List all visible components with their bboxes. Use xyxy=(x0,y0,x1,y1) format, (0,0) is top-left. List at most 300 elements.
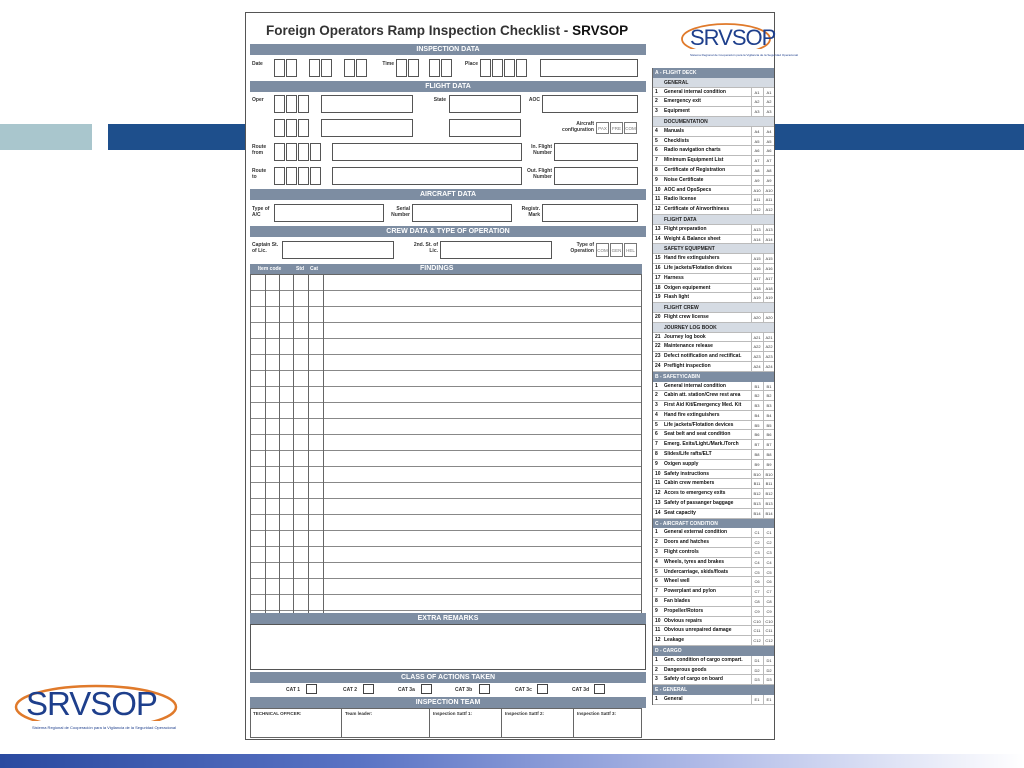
checklist-item-label: Life jackets/Flotation divices xyxy=(664,264,733,271)
checklist-item-number: 16 xyxy=(655,264,661,271)
checklist-item-code-check[interactable]: B2 xyxy=(763,391,774,400)
checklist-item-code-check[interactable]: C10 xyxy=(763,617,774,626)
checklist-item-label: Minimum Equipment List xyxy=(664,157,724,164)
cat1-label: CAT 1 xyxy=(286,687,301,693)
checklist-item-code: D1 xyxy=(751,656,762,665)
checklist-item-code-check[interactable]: A21 xyxy=(763,333,774,342)
route-to-field-2[interactable] xyxy=(286,167,297,185)
checklist-item[interactable] xyxy=(653,137,774,147)
checklist-item[interactable] xyxy=(653,666,774,676)
checklist-item-code-check[interactable]: B11 xyxy=(763,479,774,488)
checklist-item-number: 2 xyxy=(655,98,658,105)
cat3c-label: CAT 3c xyxy=(515,687,532,693)
checklist-item-code-check[interactable]: C1 xyxy=(763,528,774,537)
checklist-item-label: General internal condition xyxy=(664,382,726,389)
checklist-item-code: C8 xyxy=(751,597,762,606)
checklist-item-code-check[interactable]: B9 xyxy=(763,460,774,469)
checklist-item-code-check[interactable]: B7 xyxy=(763,440,774,449)
checklist-item-label: Safety of cargo on board xyxy=(664,676,723,683)
checklist-item-number: 5 xyxy=(655,568,658,575)
cat3d-checkbox[interactable] xyxy=(594,684,605,694)
checklist-item-number: 10 xyxy=(655,186,661,193)
config-com-option[interactable]: COM xyxy=(624,122,637,134)
checklist-item[interactable] xyxy=(653,675,774,685)
cat1-checkbox[interactable] xyxy=(306,684,317,694)
checklist-item-code-check[interactable]: A24 xyxy=(763,362,774,371)
checklist-item-number: 1 xyxy=(655,656,658,663)
checklist-item-number: 15 xyxy=(655,255,661,262)
section-aircraft-data: AIRCRAFT DATA xyxy=(250,189,646,200)
state-field[interactable] xyxy=(449,95,521,113)
checklist-item[interactable] xyxy=(653,254,774,264)
checklist-item-code: A10 xyxy=(751,186,762,195)
checklist-item[interactable] xyxy=(653,391,774,401)
checklist-item-code-check[interactable]: A6 xyxy=(763,146,774,155)
checklist-item[interactable] xyxy=(653,421,774,431)
oper2-field-1[interactable] xyxy=(274,119,285,137)
checklist-item-number: 2 xyxy=(655,666,658,673)
checklist-item[interactable] xyxy=(653,186,774,196)
checklist-item-number: 7 xyxy=(655,157,658,164)
checklist-item-number: 24 xyxy=(655,362,661,369)
team-divider xyxy=(429,709,430,738)
checklist-item-code-check[interactable]: B3 xyxy=(763,401,774,410)
checklist-item-label: Emerg. Exits/Light./Mark./Torch xyxy=(664,441,739,448)
checklist-item[interactable] xyxy=(653,460,774,470)
checklist-item[interactable] xyxy=(653,284,774,294)
serial-number-field[interactable] xyxy=(412,204,512,222)
place-field-name[interactable] xyxy=(540,59,638,77)
checklist-item-code-check[interactable]: A17 xyxy=(763,274,774,283)
checklist-item-label: Cabin crew members xyxy=(664,480,715,487)
checklist-item-code-check[interactable]: C12 xyxy=(763,636,774,645)
checklist-item-code-check[interactable]: A10 xyxy=(763,186,774,195)
checklist-item-label: AOC and OpsSpecs xyxy=(664,186,712,193)
checklist-item[interactable] xyxy=(653,264,774,274)
checklist-item-code: B1 xyxy=(751,382,762,391)
cat3a-checkbox[interactable] xyxy=(421,684,432,694)
cat3b-checkbox[interactable] xyxy=(479,684,490,694)
time-field-2[interactable] xyxy=(408,59,419,77)
date-field-2[interactable] xyxy=(286,59,297,77)
team-staff-2: Inspection Sattf 2: xyxy=(505,711,545,716)
checklist-item-label: Obvious unrepaired damage xyxy=(664,627,732,634)
checklist-item-number: 7 xyxy=(655,441,658,448)
checklist-item-number: 6 xyxy=(655,578,658,585)
route-to-field-3[interactable] xyxy=(298,167,309,185)
captain-field[interactable] xyxy=(282,241,394,259)
in-flight-number-field[interactable] xyxy=(554,143,638,161)
checklist-item-code: A4 xyxy=(751,127,762,136)
route-from-field-1[interactable] xyxy=(274,143,285,161)
checklist-item-code-check[interactable]: A12 xyxy=(763,205,774,214)
time-field-3[interactable] xyxy=(429,59,440,77)
oper-field-3[interactable] xyxy=(298,95,309,113)
checklist-item[interactable] xyxy=(653,333,774,343)
section-inspection-team: INSPECTION TEAM xyxy=(250,697,646,708)
checklist-item-label: Manuals xyxy=(664,127,685,134)
checklist-item-number: 14 xyxy=(655,509,661,516)
checklist-item[interactable] xyxy=(653,225,774,235)
checklist-item-code-check[interactable]: A19 xyxy=(763,293,774,302)
checklist-item[interactable] xyxy=(653,313,774,323)
grid-divider xyxy=(323,274,324,614)
checklist-item[interactable] xyxy=(653,195,774,205)
checklist-item-code: C4 xyxy=(751,558,762,567)
cat3c-checkbox[interactable] xyxy=(537,684,548,694)
form-title-org: SRVSOP xyxy=(572,23,629,38)
checklist-item-code: A19 xyxy=(751,293,762,302)
config-pax-option[interactable]: PAX xyxy=(596,122,609,134)
checklist-item[interactable] xyxy=(653,509,774,519)
checklist-item-number: 17 xyxy=(655,274,661,281)
checklist-item-label: Obvious repairs xyxy=(664,617,703,624)
srvsop-logo xyxy=(10,683,182,739)
checklist-item-code: D3 xyxy=(751,675,762,684)
checklist-item[interactable] xyxy=(653,166,774,176)
team-leader: Team leader: xyxy=(345,711,373,716)
checklist-item-code-check[interactable]: B14 xyxy=(763,509,774,518)
checklist-item-number: 10 xyxy=(655,470,661,477)
checklist-item-code-check[interactable]: B10 xyxy=(763,470,774,479)
checklist-item[interactable] xyxy=(653,293,774,303)
checklist-subsection-header: DOCUMENTATION xyxy=(653,117,774,127)
checklist-item[interactable] xyxy=(653,568,774,578)
checklist-item-code-check[interactable]: B6 xyxy=(763,430,774,439)
checklist-item-label: Certificate of Airworthiness xyxy=(664,206,730,213)
oper2-name-field[interactable] xyxy=(321,119,413,137)
checklist-item-code-check[interactable]: B13 xyxy=(763,499,774,508)
checklist-item-code: B8 xyxy=(751,450,762,459)
checklist-item-code: A12 xyxy=(751,205,762,214)
label-in-flight-number: In. Flight Number xyxy=(531,144,552,156)
checklist-item[interactable] xyxy=(653,352,774,362)
checklist-item-label: Leakage xyxy=(664,637,685,644)
checklist-item-code: B12 xyxy=(751,489,762,498)
checklist-item-number: 1 xyxy=(655,88,658,95)
checklist-item-code-check[interactable]: C2 xyxy=(763,538,774,547)
checklist-item-code: B11 xyxy=(751,479,762,488)
checklist-item[interactable] xyxy=(653,617,774,627)
checklist-item[interactable] xyxy=(653,450,774,460)
checklist-item-code-check[interactable]: C8 xyxy=(763,597,774,606)
checklist-item[interactable] xyxy=(653,489,774,499)
checklist-item-code: A20 xyxy=(751,313,762,322)
checklist-item-number: 8 xyxy=(655,451,658,458)
route-to-field-1[interactable] xyxy=(274,167,285,185)
checklist-section-header: D - CARGO xyxy=(653,646,774,656)
checklist-item-code-check[interactable]: A7 xyxy=(763,156,774,165)
route-to-name-field[interactable] xyxy=(332,167,522,185)
checklist-item[interactable] xyxy=(653,558,774,568)
checklist-item-code: A2 xyxy=(751,97,762,106)
checklist-item-number: 11 xyxy=(655,480,661,487)
checklist-item-code: A1 xyxy=(751,88,762,97)
slide-footer-gradient xyxy=(0,754,1024,768)
route-from-field-3[interactable] xyxy=(298,143,309,161)
checklist-item-code-check[interactable]: B5 xyxy=(763,421,774,430)
checklist-item-code: A14 xyxy=(751,235,762,244)
checklist-item[interactable] xyxy=(653,127,774,137)
checklist-item-label: Cabin att. station/Crew rest area xyxy=(664,392,741,399)
route-from-field-2[interactable] xyxy=(286,143,297,161)
label-time: Time xyxy=(382,61,394,67)
checklist-item-label: Hand fire extinguishers xyxy=(664,411,720,418)
section-crew-data: CREW DATA & TYPE OF OPERATION xyxy=(250,226,646,237)
grid-divider xyxy=(308,274,309,614)
checklist-item-label: Journey log book xyxy=(664,333,706,340)
checklist-item-code-check[interactable]: A23 xyxy=(763,352,774,361)
operation-com-option[interactable]: COM xyxy=(596,243,609,257)
checklist-item-code: B13 xyxy=(751,499,762,508)
cat3a-label: CAT 3a xyxy=(398,687,415,693)
date-field-3[interactable] xyxy=(309,59,320,77)
checklist-item-code-check[interactable]: E1 xyxy=(763,695,774,704)
checklist-item-number: 10 xyxy=(655,617,661,624)
checklist-item[interactable] xyxy=(653,470,774,480)
checklist-item-code: C12 xyxy=(751,636,762,645)
checklist-item-code-check[interactable]: A20 xyxy=(763,313,774,322)
checklist-item-code-check[interactable]: A4 xyxy=(763,127,774,136)
team-divider xyxy=(573,709,574,738)
checklist-item-label: Acces to emergency exits xyxy=(664,490,726,497)
second-field[interactable] xyxy=(440,241,552,259)
checklist-item-code: A16 xyxy=(751,264,762,273)
checklist-item-code-check[interactable]: B12 xyxy=(763,489,774,498)
checklist-item[interactable] xyxy=(653,205,774,215)
checklist-item[interactable] xyxy=(653,176,774,186)
cat3b-label: CAT 3b xyxy=(455,687,473,693)
checklist-item-code: B5 xyxy=(751,421,762,430)
time-field-1[interactable] xyxy=(396,59,407,77)
oper-field-2[interactable] xyxy=(286,95,297,113)
checklist-item[interactable] xyxy=(653,597,774,607)
checklist-item-code-check[interactable]: A11 xyxy=(763,195,774,204)
checklist-item[interactable] xyxy=(653,548,774,558)
cat2-checkbox[interactable] xyxy=(363,684,374,694)
checklist-item[interactable] xyxy=(653,401,774,411)
checklist-item-code-check[interactable]: C3 xyxy=(763,548,774,557)
checklist-item-number: 11 xyxy=(655,627,661,634)
checklist-section-header: B - SAFETY/CABIN xyxy=(653,372,774,382)
checklist-item[interactable] xyxy=(653,479,774,489)
checklist-item[interactable] xyxy=(653,430,774,440)
checklist-item-code: A3 xyxy=(751,107,762,116)
operation-gen-option[interactable]: GEN xyxy=(610,243,623,257)
checklist-item-code: C9 xyxy=(751,607,762,616)
config-fre-option[interactable]: FRE xyxy=(610,122,623,134)
checklist-item-code-check[interactable]: A1 xyxy=(763,88,774,97)
checklist-item[interactable] xyxy=(653,362,774,372)
checklist-item-code: A13 xyxy=(751,225,762,234)
checklist-item-label: Propeller/Rotors xyxy=(664,607,704,614)
checklist-item-number: 12 xyxy=(655,206,661,213)
checklist-item[interactable] xyxy=(653,656,774,666)
checklist-item-code-check[interactable]: D3 xyxy=(763,675,774,684)
checklist-item-label: Equipment xyxy=(664,108,690,115)
checklist-item-number: 7 xyxy=(655,588,658,595)
team-divider xyxy=(341,709,342,738)
checklist-item-code: B3 xyxy=(751,401,762,410)
checklist-item-code-check[interactable]: D1 xyxy=(763,656,774,665)
checklist-item[interactable] xyxy=(653,587,774,597)
checklist-item-code-check[interactable]: A5 xyxy=(763,137,774,146)
checklist-item-code-check[interactable]: C7 xyxy=(763,587,774,596)
oper2-field-3[interactable] xyxy=(298,119,309,137)
registr-mark-field[interactable] xyxy=(542,204,638,222)
date-field-6[interactable] xyxy=(356,59,367,77)
col-std: Std xyxy=(296,266,305,272)
checklist-item-code-check[interactable]: A14 xyxy=(763,235,774,244)
route-from-name-field[interactable] xyxy=(332,143,522,161)
checklist-item[interactable] xyxy=(653,636,774,646)
extra-remarks-field[interactable] xyxy=(250,624,646,670)
checklist-item[interactable] xyxy=(653,626,774,636)
checklist-item-number: 22 xyxy=(655,343,661,350)
state2-field[interactable] xyxy=(449,119,521,137)
checklist-item-label: Hand fire extinguishers xyxy=(664,255,720,262)
form-logo-text: SRVSOP xyxy=(690,25,776,50)
oper-field-1[interactable] xyxy=(274,95,285,113)
checklist-item[interactable] xyxy=(653,107,774,117)
place-field-1[interactable] xyxy=(480,59,491,77)
checklist-item[interactable] xyxy=(653,528,774,538)
checklist-item-code-check[interactable]: B8 xyxy=(763,450,774,459)
checklist-item-code-check[interactable]: A16 xyxy=(763,264,774,273)
checklist-item-label: Defect notification and rectificat. xyxy=(664,353,742,360)
checklist-item-number: 2 xyxy=(655,392,658,399)
checklist-item[interactable] xyxy=(653,156,774,166)
grid-divider xyxy=(279,274,280,614)
route-from-field-4[interactable] xyxy=(310,143,321,161)
time-field-4[interactable] xyxy=(441,59,452,77)
slide-accent-block xyxy=(0,124,92,150)
checklist-item-number: 20 xyxy=(655,313,661,320)
checklist-item-code-check[interactable]: C6 xyxy=(763,577,774,586)
checklist-item[interactable] xyxy=(653,274,774,284)
checklist-item[interactable] xyxy=(653,235,774,245)
checklist-item-number: 13 xyxy=(655,500,661,507)
checklist-item[interactable] xyxy=(653,499,774,509)
checklist-item-number: 8 xyxy=(655,598,658,605)
checklist-item-number: 5 xyxy=(655,137,658,144)
checklist-item-number: 9 xyxy=(655,460,658,467)
checklist-item-code-check[interactable]: B4 xyxy=(763,411,774,420)
checklist-item-label: Undercarriage, skids/floats xyxy=(664,568,729,575)
oper2-field-2[interactable] xyxy=(286,119,297,137)
checklist-item-number: 4 xyxy=(655,127,658,134)
checklist-item-label: First Aid Kit/Emergency Med. Kit xyxy=(664,402,742,409)
checklist-item[interactable] xyxy=(653,97,774,107)
team-divider xyxy=(501,709,502,738)
oper-name-field[interactable] xyxy=(321,95,413,113)
operation-hel-option[interactable]: HEL xyxy=(624,243,637,257)
checklist-item[interactable] xyxy=(653,146,774,156)
checklist-item-code-check[interactable]: A18 xyxy=(763,284,774,293)
place-field-3[interactable] xyxy=(504,59,515,77)
label-second: 2nd. St. of Lic. xyxy=(413,242,438,254)
checklist-item[interactable] xyxy=(653,538,774,548)
checklist-item-label: General internal condition xyxy=(664,88,726,95)
checklist-item-code: A5 xyxy=(751,137,762,146)
date-field-4[interactable] xyxy=(321,59,332,77)
place-field-4[interactable] xyxy=(516,59,527,77)
grid-divider xyxy=(293,274,294,614)
checklist-item[interactable] xyxy=(653,440,774,450)
checklist-item-number: 4 xyxy=(655,558,658,565)
checklist-item-code-check[interactable]: C5 xyxy=(763,568,774,577)
checklist-subsection-header: JOURNEY LOG BOOK xyxy=(653,323,774,333)
checklist-item-code: B2 xyxy=(751,391,762,400)
checklist-item-code: A15 xyxy=(751,254,762,263)
checklist-item[interactable] xyxy=(653,88,774,98)
checklist-item[interactable] xyxy=(653,695,774,705)
checklist-item-label: Certificate of Registration xyxy=(664,166,726,173)
checklist-item[interactable] xyxy=(653,382,774,392)
checklist-item-code-check[interactable]: A2 xyxy=(763,97,774,106)
out-flight-number-field[interactable] xyxy=(554,167,638,185)
checklist-item-code-check[interactable]: A15 xyxy=(763,254,774,263)
label-route-to: Route to xyxy=(252,168,267,180)
label-aoc: AOC xyxy=(528,97,540,103)
checklist-item-code: A6 xyxy=(751,146,762,155)
checklist-item-code-check[interactable]: C11 xyxy=(763,626,774,635)
checklist-item-code-check[interactable]: A9 xyxy=(763,176,774,185)
checklist-item[interactable] xyxy=(653,342,774,352)
route-to-field-4[interactable] xyxy=(310,167,321,185)
date-field-1[interactable] xyxy=(274,59,285,77)
checklist-item-code-check[interactable]: A13 xyxy=(763,225,774,234)
checklist-item-code: A21 xyxy=(751,333,762,342)
form-logo-subtitle: Sistema Regional de Cooperación para la Vigilancia de la Seguridad Operacional xyxy=(690,53,799,57)
checklist-item-code-check[interactable]: C9 xyxy=(763,607,774,616)
checklist-item-number: 6 xyxy=(655,147,658,154)
form-title-prefix: Foreign Operators Ramp Inspection Checklist - xyxy=(266,23,573,38)
checklist-item-code: A23 xyxy=(751,352,762,361)
label-registr-mark: Registr. Mark xyxy=(521,206,540,218)
checklist-item-code-check[interactable]: B1 xyxy=(763,382,774,391)
section-extra-remarks: EXTRA REMARKS xyxy=(250,613,646,624)
checklist-item-label: Seat capacity xyxy=(664,509,696,516)
checklist-item-label: Flight controls xyxy=(664,549,699,556)
label-route-from: Route from xyxy=(252,144,267,156)
team-technical-officer: TECHNICAL OFFICER: xyxy=(253,711,302,716)
section-class-actions: CLASS OF ACTIONS TAKEN xyxy=(250,672,646,683)
aoc-field[interactable] xyxy=(542,95,638,113)
checklist-item-code-check[interactable]: A3 xyxy=(763,107,774,116)
section-flight-data: FLIGHT DATA xyxy=(250,81,646,92)
checklist-item-code: A8 xyxy=(751,166,762,175)
checklist-item-code-check[interactable]: A8 xyxy=(763,166,774,175)
checklist-item-code: B4 xyxy=(751,411,762,420)
checklist-item-number: 3 xyxy=(655,676,658,683)
checklist-item-code: C5 xyxy=(751,568,762,577)
checklist-item[interactable] xyxy=(653,607,774,617)
checklist-item-code-check[interactable]: C4 xyxy=(763,558,774,567)
checklist-item-code: C6 xyxy=(751,577,762,586)
type-ac-field[interactable] xyxy=(274,204,384,222)
checklist-item-code-check[interactable]: A22 xyxy=(763,342,774,351)
checklist-item-code: A24 xyxy=(751,362,762,371)
checklist-item-code-check[interactable]: D2 xyxy=(763,666,774,675)
checklist-item-label: Gen. condition of cargo compart. xyxy=(664,656,743,663)
checklist-item[interactable] xyxy=(653,411,774,421)
place-field-2[interactable] xyxy=(492,59,503,77)
checklist-item[interactable] xyxy=(653,577,774,587)
inspection-team-row[interactable] xyxy=(250,708,642,738)
checklist-item-label: Radio license xyxy=(664,196,697,203)
date-field-5[interactable] xyxy=(344,59,355,77)
